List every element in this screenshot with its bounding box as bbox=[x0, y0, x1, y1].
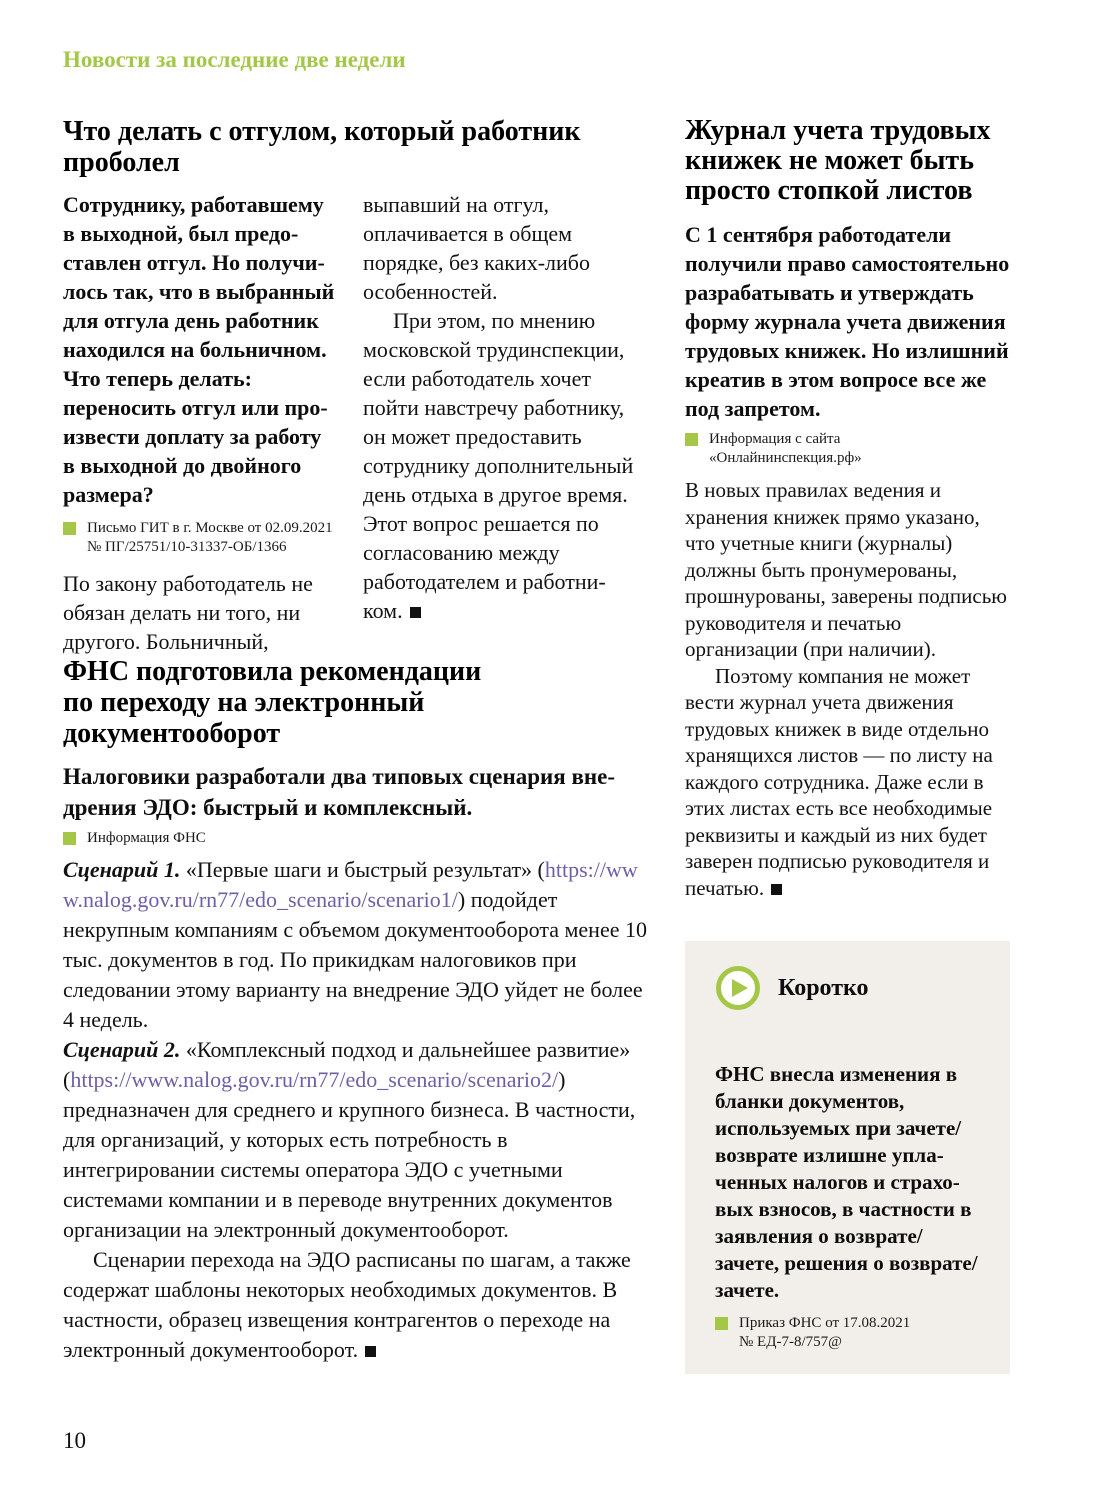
scenario-1-label: Сценарий 1. bbox=[63, 857, 181, 882]
article-trudknizhki-source-text: Информация с сайта «Онлайнинспекция.рф» bbox=[709, 431, 862, 466]
article-trudknizhki bbox=[685, 116, 1010, 901]
article-fns-edo-source-text: Информация ФНС bbox=[87, 830, 206, 846]
article-fns-edo-title: ФНС подготовила рекомендации по переходу на электронный документооборот bbox=[63, 656, 482, 749]
article-trudknizhki-p2 bbox=[685, 663, 1010, 902]
korotko-text: ФНС внесла изменения в бланки документов, используемых при зачете/возврате излишне уплаченных налогов и страховых взносов, в частности в заявления о возврате/зачете, решения о возврате/зачете. bbox=[715, 1062, 978, 1302]
article-fns-edo-closing-text: Сценарии перехода на ЭДО расписаны по шагам, а также содержат шаблоны некоторых необходимых документов. В частности, образец извещения контрагентов о переходе на электронный документооборот. bbox=[63, 1247, 631, 1362]
article-trudknizhki-lead: С 1 сентября работодатели получили право самостоятельно разрабатывать и утверждать форму журнала учета движения трудовых книжек. Но излишний креатив в этом вопросе все же под запретом. bbox=[685, 222, 1010, 421]
scenario-1-text-post: ) подойдет некрупным компаниям с объемом документооборота менее 10 тыс. документов в год. По прикидкам налоговиков при следовании этому варианту на внедрение ЭДО уйдет не более 4 недель. bbox=[63, 887, 647, 1032]
korotko-source-note bbox=[715, 1314, 980, 1352]
article-fns-edo-lead: Налоговики разработали два типовых сценария внедрения ЭДО: быстрый и комплексный. bbox=[63, 764, 616, 820]
article-trudknizhki-p1: В новых правилах ведения и хранения книжек прямо указано, что учетные книги (журналы) должны быть пронумерованы, прошнурованы, заверены подписью руководителя и печатью организации (при наличии). bbox=[685, 478, 1007, 661]
article-otgul-source-text: Письмо ГИТ в г. Москве от 02.09.2021 № ПГ/25751/10-31337-ОБ/1366 bbox=[87, 520, 333, 555]
source-bullet-icon bbox=[63, 832, 76, 845]
article-fns-edo-body bbox=[63, 855, 648, 1365]
end-of-article-marker bbox=[410, 607, 421, 618]
korotko-box bbox=[685, 941, 1010, 1374]
scenario-1-text-pre: «Первые шаги и быстрый результат» ( bbox=[180, 857, 545, 882]
article-fns-edo-closing bbox=[63, 1245, 648, 1365]
page-number: 10 bbox=[63, 1428, 86, 1453]
korotko-header bbox=[715, 965, 980, 1011]
scenario-1-paragraph bbox=[63, 855, 648, 1035]
article-trudknizhki-title: Журнал учета трудовых книжек не может быть просто стопкой листов bbox=[685, 115, 991, 206]
article-otgul-column-2 bbox=[363, 190, 635, 656]
play-icon bbox=[715, 965, 761, 1011]
article-otgul-body-p1: выпавший на отгул, оплачивается в общем порядке, без каких-либо особенностей. bbox=[363, 192, 590, 304]
article-otgul-source-note bbox=[63, 519, 335, 557]
article-trudknizhki-source-note bbox=[685, 430, 1010, 468]
scenario-1-link[interactable]: https://www.nalog.gov.ru/rn77/edo_scenario/scenario1/ bbox=[63, 857, 638, 912]
article-fns-edo bbox=[63, 656, 648, 1365]
section-kicker: Новости за последние две недели bbox=[63, 47, 406, 72]
scenario-2-text-post: ) предназначен для среднего и крупного бизнеса. В частности, для организаций, у которых есть потребность в интегрировании системы оператора ЭДО с учетными системами компании и в переводе внутренних документов организации на электронный документооборот. bbox=[63, 1067, 636, 1242]
article-otgul-body-col1: По закону работодатель не обязан делать ни того, ни другого. Больничный, bbox=[63, 571, 313, 654]
article-trudknizhki-body bbox=[685, 477, 1010, 901]
source-bullet-icon bbox=[715, 1317, 728, 1330]
article-fns-edo-source-note bbox=[63, 829, 648, 848]
source-bullet-icon bbox=[685, 433, 698, 446]
scenario-2-label: Сценарий 2. bbox=[63, 1037, 181, 1062]
scenario-2-paragraph bbox=[63, 1035, 648, 1245]
article-otgul-lead: Сотруднику, работавшему в выходной, был предоставлен отгул. Но получилось так, что в выбранный для отгула день работник находился на больничном. Что теперь делать: переносить отгул или произвести доплату за работу в выходной до двойного размера? bbox=[63, 192, 335, 507]
article-otgul-title: Что делать с отгулом, который работник проболел bbox=[63, 116, 581, 178]
article-otgul bbox=[63, 116, 648, 656]
scenario-2-text-pre: «Комплексный подход и дальнейшее развитие» ( bbox=[63, 1037, 631, 1092]
end-of-article-marker bbox=[771, 884, 782, 895]
article-otgul-columns bbox=[63, 190, 648, 656]
article-otgul-column-1 bbox=[63, 190, 335, 656]
article-otgul-body-p2-text: При этом, по мнению московской трудинспекции, если работодатель хочет пойти навстречу работнику, он может предоставить сотруднику дополнительный день отдыха в другое время. Этот вопрос решается по согласованию между работодателем и работником. bbox=[363, 308, 634, 623]
korotko-source-text: Приказ ФНС от 17.08.2021 № ЕД-7-8/757@ bbox=[739, 1315, 911, 1350]
scenario-2-link[interactable]: https://www.nalog.gov.ru/rn77/edo_scenario/scenario2/ bbox=[70, 1067, 559, 1092]
source-bullet-icon bbox=[63, 522, 76, 535]
korotko-label: Коротко bbox=[778, 974, 869, 1001]
end-of-article-marker bbox=[365, 1346, 376, 1357]
article-trudknizhki-p2-text: Поэтому компания не может вести журнал учета движения трудовых книжек в виде отдельно хранящихся листов — по листу на каждого сотрудника. Даже если в этих листах есть все необходимые реквизиты и каждый из них будет заверен подписью руководителя и печатью. bbox=[685, 663, 993, 900]
article-otgul-body-p2 bbox=[363, 306, 635, 625]
